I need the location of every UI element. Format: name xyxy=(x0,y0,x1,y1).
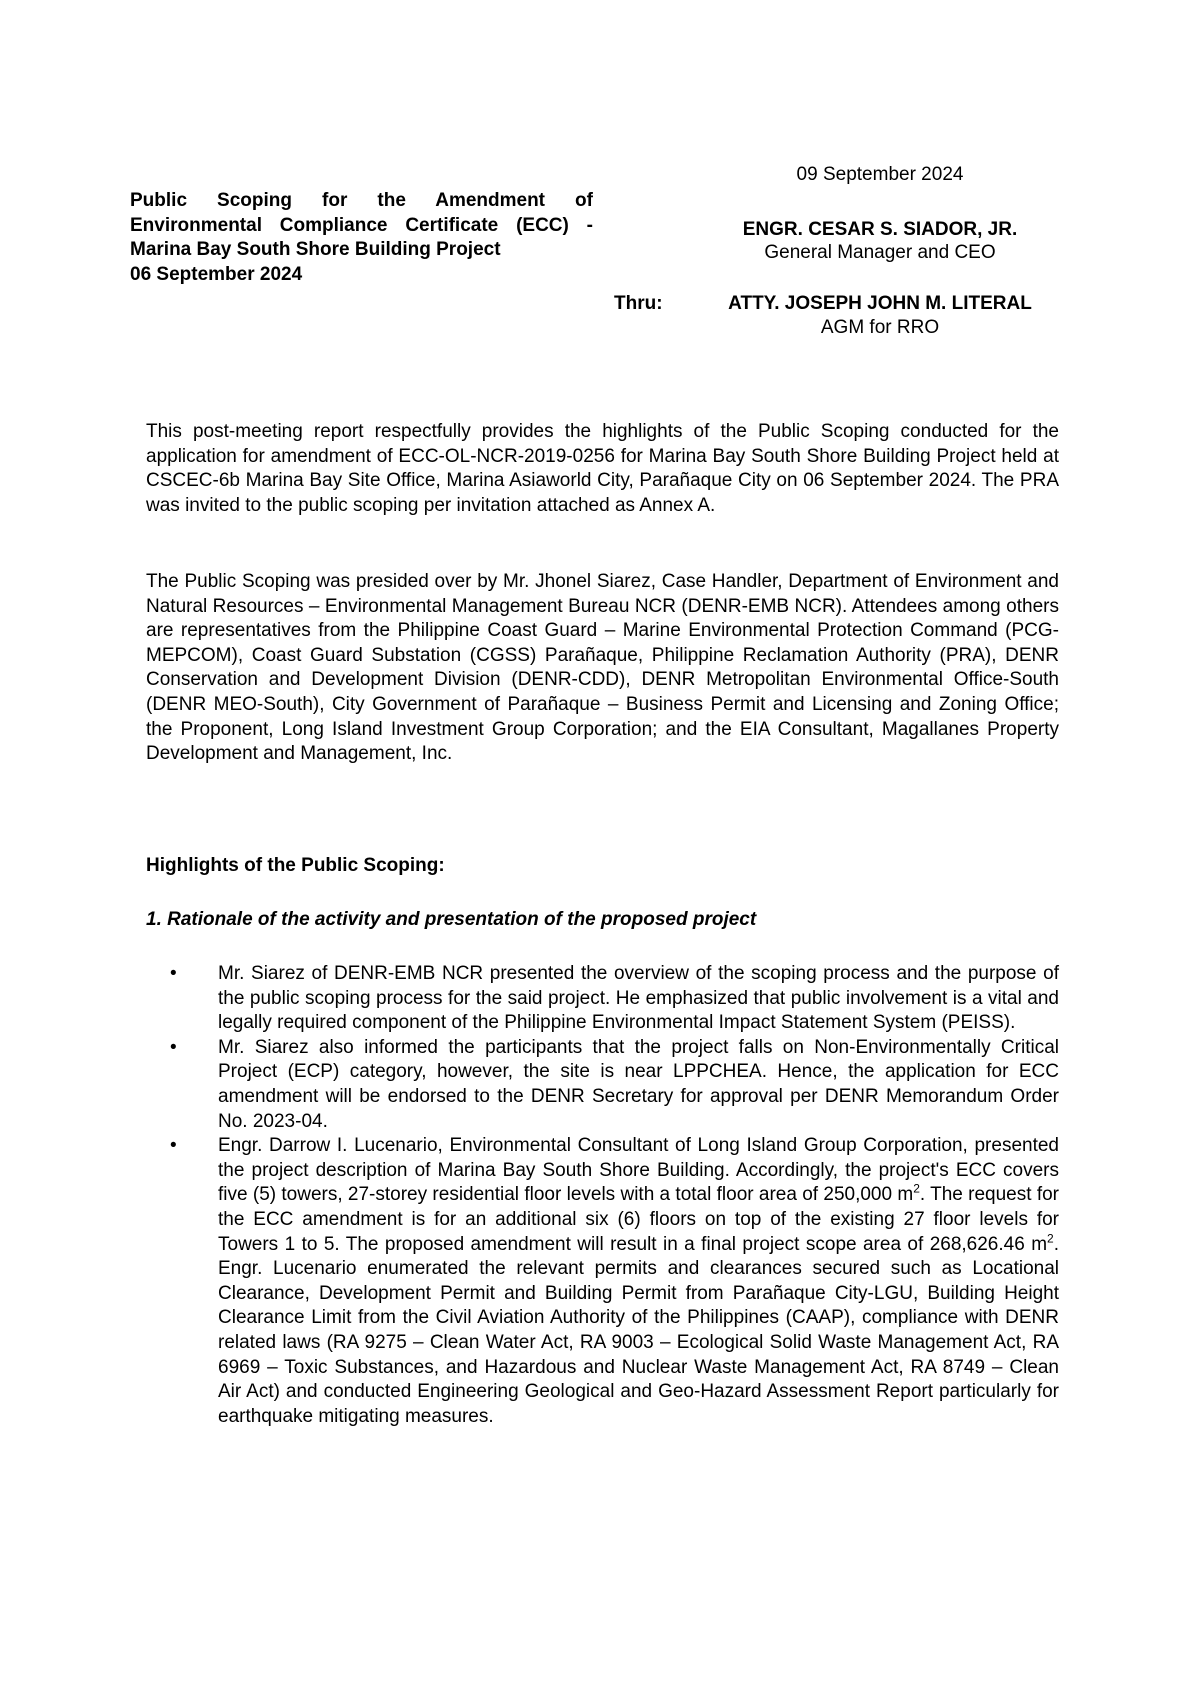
list-item xyxy=(170,1134,1059,1429)
thru-title: AGM for RRO xyxy=(820,317,940,338)
list-item xyxy=(170,962,1059,1036)
subject-date: 06 September 2024 xyxy=(130,263,303,285)
highlights-heading: Highlights of the Public Scoping: xyxy=(146,855,445,876)
list-item xyxy=(170,1036,1059,1134)
bullet3-part1: Engr. Darrow I. Lucenario, Environmental Consultant of Long Island Group Corporation, presented the project description of Marina Bay South Shore Building. Accordingly, the project's ECC covers five (5) towers, 27-storey residential floor levels with a total floor area of 250,000 m xyxy=(218,1135,1059,1206)
bullet3-part2: . The request for the ECC amendment is for an additional six (6) floors on top of the existing 27 floor levels for Towers 1 to 5. The proposed amendment will result in a final project scope area of 268,626.46 m xyxy=(218,1184,1059,1255)
paragraph-attendees: The Public Scoping was presided over by Mr. Jhonel Siarez, Case Handler, Department of Environment and Natural Resources – Environmental Management Bureau NCR (DENR-EMB NCR). Attendees among others are representatives from the Philippine Coast Guard – Marine Environmental Protection Command (PCG-MEPCOM), Coast Guard Substation (CGSS) Parañaque, Philippine Reclamation Authority (PRA), DENR Conservation and Development Division (DENR-CDD), DENR Metropolitan Environmental Office-South (DENR MEO-South), City Government of Parañaque – Business Permit and Licensing and Zoning Office; the Proponent, Long Island Investment Group Corporation; and the EIA Consultant, Magallanes Property Development and Management, Inc. xyxy=(146,571,1059,765)
bullet3-part3: . Engr. Lucenario enumerated the relevant permits and clearances secured such as Locational Clearance, Development Permit and Building Permit from Parañaque City-LGU, Building Height Clearance Limit from the Civil Aviation Authority of the Philippines (CAAP), compliance with DENR related laws (RA 9275 – Clean Water Act, RA 9003 – Ecological Solid Waste Management Act, RA 6969 – Toxic Substances, and Hazardous and Nuclear Waste Management Act, RA 8749 – Clean Air Act) and conducted Engineering Geological and Geo-Hazard Assessment Report particularly for earthquake mitigating measures. xyxy=(218,1233,1059,1427)
list-item-text: Mr. Siarez also informed the participants that the project falls on Non-Environmentally Critical Project (ECP) category, however, the site is near LPPCHEA. Hence, the application for ECC amendment will be endorsed to the DENR Secretary for approval per DENR Memorandum Order No. 2023-04. xyxy=(218,1036,1059,1132)
superscript: 2 xyxy=(1047,1231,1054,1246)
recipient-name: ENGR. CESAR S. SIADOR, JR. xyxy=(742,219,1018,240)
list-item-text: Mr. Siarez of DENR-EMB NCR presented the overview of the scoping process and the purpose of the public scoping process for the said project. He emphasized that public involvement is a vital and legally required component of the Philippine Environmental Impact Statement System (PEISS). xyxy=(218,963,1059,1034)
superscript: 2 xyxy=(913,1182,920,1197)
thru-label: Thru: xyxy=(614,293,663,314)
recipient-title: General Manager and CEO xyxy=(764,242,996,263)
paragraph-intro: This post-meeting report respectfully provides the highlights of the Public Scoping conducted for the application for amendment of ECC-OL-NCR-2019-0256 for Marina Bay South Shore Building Project held at CSCEC-6b Marina Bay Site Office, Marina Asiaworld City, Parañaque City on 06 September 2024. The PRA was invited to the public scoping per invitation attached as Annex A. xyxy=(146,421,1059,516)
bullet-icon: • xyxy=(170,963,177,984)
bullet-icon: • xyxy=(170,1036,177,1058)
bullet-icon: • xyxy=(170,1135,177,1157)
subject-block xyxy=(130,189,593,287)
section-1-title: 1. Rationale of the activity and presentation of the proposed project xyxy=(146,909,757,930)
list-item-text xyxy=(218,1134,1059,1429)
highlights-list xyxy=(170,962,1059,1429)
subject-title: Public Scoping for the Amendment of Environmental Compliance Certificate (ECC) - Marina Bay South Shore Building Project xyxy=(130,190,593,261)
memo-date: 09 September 2024 xyxy=(796,164,964,185)
thru-name: ATTY. JOSEPH JOHN M. LITERAL xyxy=(728,293,1032,314)
